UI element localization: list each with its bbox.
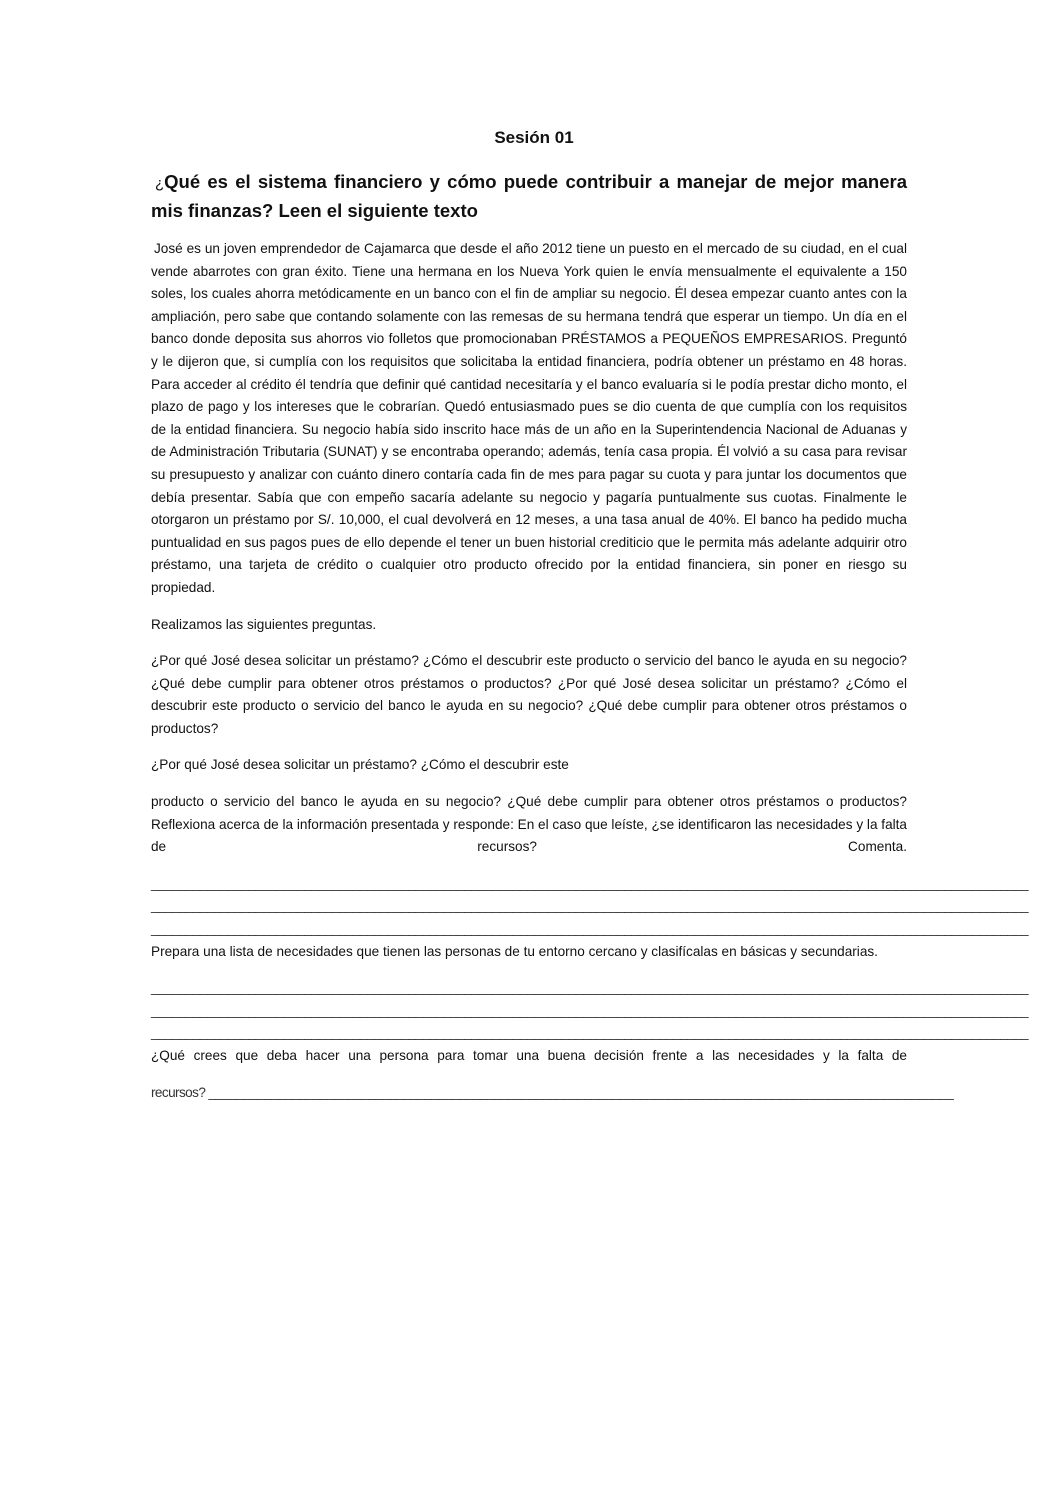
questions-block: ¿Por qué José desea solicitar un préstamo? ¿Cómo el descubrir este producto o servicio del banco le ayuda en su negocio? ¿Qué debe cumplir para obtener otros préstamos o productos? ¿Por qué José desea solicitar un préstamo? ¿Cómo el descubrir este producto o servicio del banco le ayuda en su negocio? ¿Qué debe cumplir para obtener otros préstamos o productos? (151, 653, 907, 736)
document-page (151, 128, 1028, 1104)
main-question-heading (151, 168, 907, 224)
task-list-prompt: Prepara una lista de necesidades que tienen las personas de tu entorno cercano y clasifícalas en básicas y secundarias. (151, 943, 878, 959)
answer-line-6[interactable]: ______________________________________________________________________________________________________________________________ (151, 1025, 1028, 1041)
intro-questions: Realizamos las siguientes preguntas. (151, 616, 377, 632)
story-paragraph: José es un joven emprendedor de Cajamarca que desde el año 2012 tiene un puesto en el mercado de su ciudad, en el cual vende abarrotes con gran éxito. Tiene una hermana en los Nueva York quien le envía mensualmente el equivalente a 150 soles, los cuales ahorra metódicamente en un banco con el fin de ampliar su negocio. Él desea empezar cuanto antes con la ampliación, pero sabe que contando solamente con las remesas de su hermana tendrá que esperar un tiempo. Un día en el banco donde deposita sus ahorros vio folletos que promocionaban PRÉSTAMOS a PEQUEÑOS EMPRESARIOS. Preguntó y le dijeron que, si cumplía con los requisitos que solicitaba la entidad financiera, podría obtener un préstamo en 48 horas. Para acceder al crédito él tendría que definir qué cantidad necesitaría y el banco evaluaría si le podía prestar dicho monto, el plazo de pago y los intereses que le cobrarían. Quedó entusiasmado pues se dio cuenta de que cumplía con los requisitos de la entidad financiera. Su negocio había sido inscrito hace más de un año en la Superintendencia Nacional de Aduanas y de Administración Tributaria (SUNAT) y se encontraba operando; además, tenía casa propia. Él volvió a su casa para revisar su presupuesto y analizar con cuánto dinero contaría cada fin de mes para pagar su cuota y para juntar los documentos que debía presentar. Sabía que con empeño sacaría adelante su negocio y pagaría puntualmente sus cuotas. Finalmente le otorgaron un préstamo por S/. 10,000, el cual devolverá en 12 meses, a una tasa anual de 40%. El banco ha pedido mucha puntualidad en sus pagos pues de ello depende el tener un buen historial crediticio que le permita más adelante adquirir otro préstamo, una tarjeta de crédito o cualquier otro producto ofrecido por la entidad financiera, sin poner en riesgo su propiedad. (151, 241, 907, 595)
answer-line-1[interactable]: ______________________________________________________________________________________________________________________________ (151, 875, 1028, 891)
final-question-line-1: ¿Qué crees que deba hacer una persona para tomar una buena decisión frente a las necesidades y la falta de (151, 1048, 907, 1063)
answer-line-4[interactable]: ______________________________________________________________________________________________________________________________ (151, 980, 1028, 996)
answer-line-3[interactable]: ______________________________________________________________________________________________________________________________ (151, 921, 1028, 937)
final-question-line-2[interactable]: recursos? ___________________________________________________________________________________________________________ (151, 1084, 954, 1100)
session-title: Sesión 01 (494, 128, 574, 147)
question-opening-mark: ¿ (155, 175, 165, 192)
questions-short: ¿Por qué José desea solicitar un préstamo? ¿Cómo el descubrir este (151, 757, 569, 773)
answer-line-2[interactable]: ______________________________________________________________________________________________________________________________ (151, 898, 1028, 914)
main-question-text: Qué es el sistema financiero y cómo puede contribuir a manejar de mejor manera mis finanzas? Leen el siguiente texto (151, 171, 907, 221)
answer-line-5[interactable]: ______________________________________________________________________________________________________________________________ (151, 1002, 1028, 1018)
reflection-question: producto o servicio del banco le ayuda en su negocio? ¿Qué debe cumplir para obtener otros préstamos o productos? Reflexiona acerca de la información presentada y responde: En el caso que leíste, ¿se identificaron las necesidades y la falta de recursos? Comenta. (151, 794, 907, 855)
